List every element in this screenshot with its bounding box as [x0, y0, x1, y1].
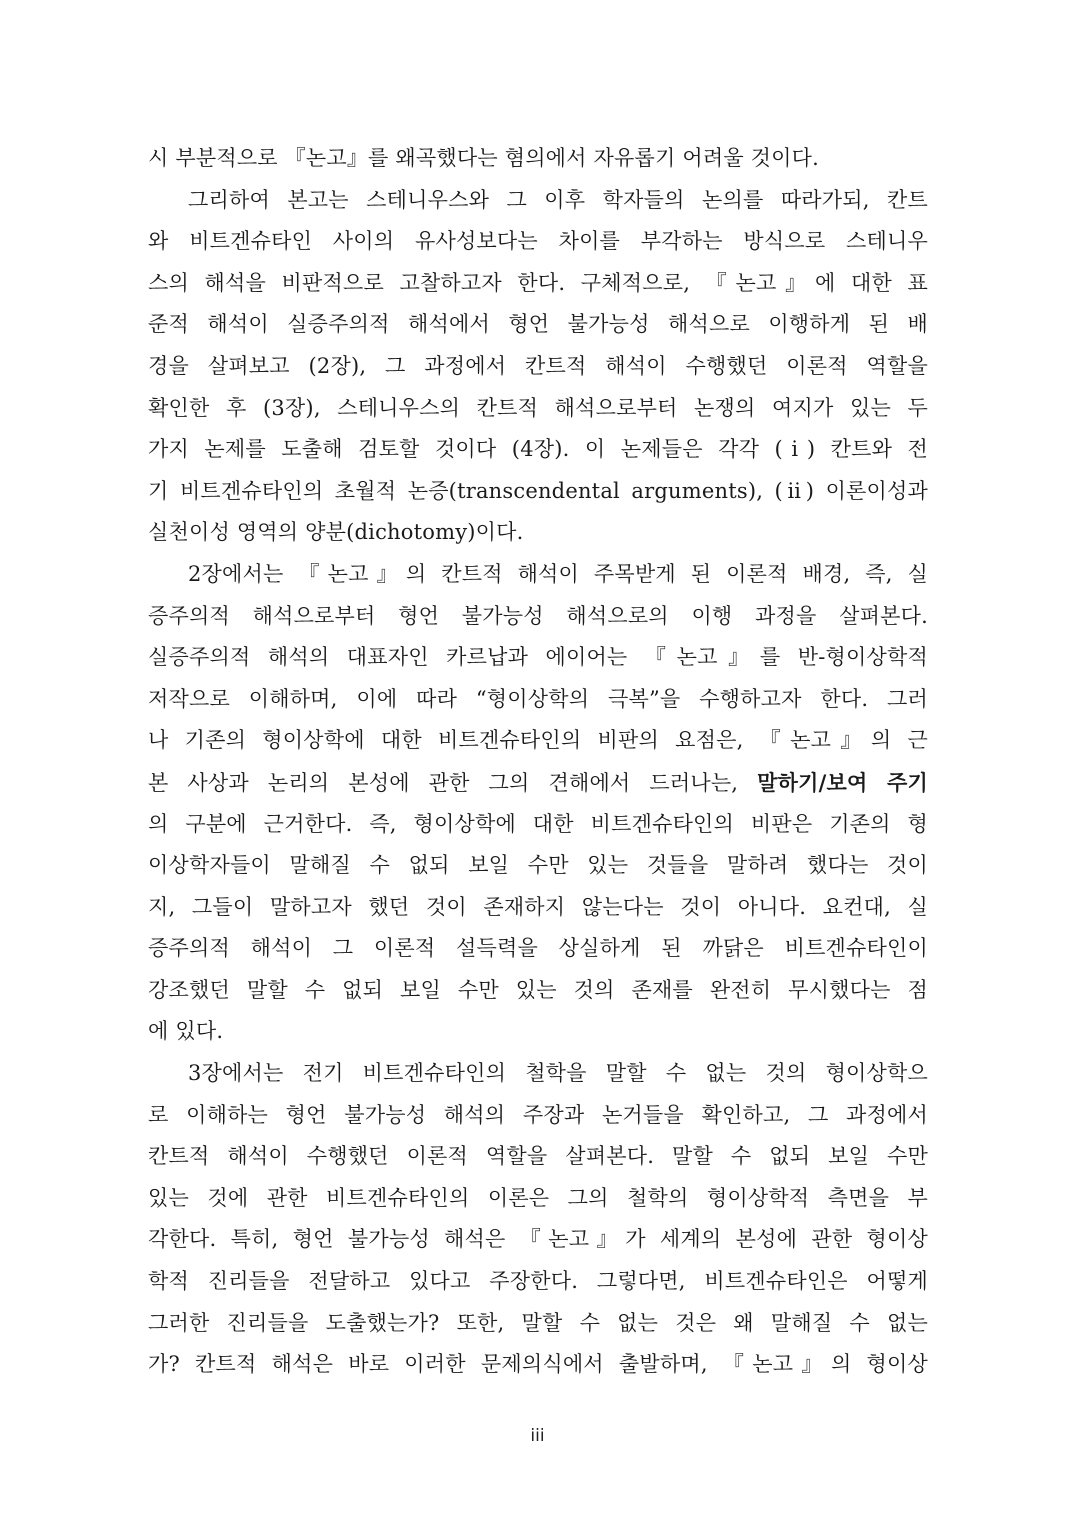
text-line: 확인한 후 (3장), 스테니우스의 칸트적 해석으로부터 논쟁의 여지가 있는 두 [148, 395, 928, 420]
text-line: 실천이성 영역의 양분(dichotomy)이다. [148, 520, 524, 545]
text-line: 와 비트겐슈타인 사이의 유사성보다는 차이를 부각하는 방식으로 스테니우 [148, 229, 928, 254]
text-segment: 본 사상과 논리의 본성에 관한 그의 견해에서 드러나는, [148, 770, 758, 795]
text-line: 경을 살펴보고 (2장), 그 과정에서 칸트적 해석이 수행했던 이론적 역할을 [148, 353, 928, 378]
text-line: 가지 논제를 도출해 검토할 것이다 (4장). 이 논제들은 각각 (ⅰ) 칸트와 전 [148, 437, 928, 462]
text-line: 3장에서는 전기 비트겐슈타인의 철학을 말할 수 없는 것의 형이상학으 [188, 1061, 928, 1086]
text-line: 그리하여 본고는 스테니우스와 그 이후 학자들의 논의를 따라가되, 칸트 [188, 187, 928, 212]
text-line: 스의 해석을 비판적으로 고찰하고자 한다. 구체적으로, 『논고』에 대한 표 [148, 270, 928, 295]
text-line: 나 기존의 형이상학에 대한 비트겐슈타인의 비판의 요점은, 『논고』의 근 [148, 728, 928, 753]
text-line: 있는 것에 관한 비트겐슈타인의 이론은 그의 철학의 형이상학적 측면을 부 [148, 1185, 928, 1210]
text-line: 기 비트겐슈타인의 초월적 논증(transcendental arguments), (ⅱ) 이론이성과 [148, 478, 928, 503]
text-line: 그러한 진리들을 도출했는가? 또한, 말할 수 없는 것은 왜 말해질 수 없는 [148, 1310, 928, 1335]
text-line: 학적 진리들을 전달하고 있다고 주장한다. 그렇다면, 비트겐슈타인은 어떻게 [148, 1269, 928, 1294]
text-line: 칸트적 해석이 수행했던 이론적 역할을 살펴본다. 말할 수 없되 보일 수만 [148, 1144, 928, 1169]
text-line: 시 부분적으로 『논고』를 왜곡했다는 혐의에서 자유롭기 어려울 것이다. [148, 146, 820, 170]
body-text [148, 138, 928, 1386]
text-line: 지, 그들이 말하고자 했던 것이 존재하지 않는다는 것이 아니다. 요컨대, 실 [148, 894, 928, 919]
text-line: 에 있다. [148, 1019, 224, 1044]
text-line: 이상학자들이 말해질 수 없되 보일 수만 있는 것들을 말하려 했다는 것이 [148, 853, 928, 878]
text-line: 증주의적 해석이 그 이론적 설득력을 상실하게 된 까닭은 비트겐슈타인이 [148, 936, 928, 961]
text-line: 증주의적 해석으로부터 형언 불가능성 해석으로의 이행 과정을 살펴본다. [148, 603, 928, 628]
page-number: iii [530, 1426, 545, 1446]
text-line: 가? 칸트적 해석은 바로 이러한 문제의식에서 출발하며, 『논고』의 형이상 [148, 1352, 928, 1377]
text-line: 저작으로 이해하며, 이에 따라 “형이상학의 극복”을 수행하고자 한다. 그러 [148, 686, 928, 711]
text-line: 강조했던 말할 수 없되 보일 수만 있는 것의 존재를 완전히 무시했다는 점 [148, 977, 928, 1002]
bold-term: 말하기/보여 주기 [757, 769, 928, 795]
text-line-with-bold [148, 762, 928, 804]
text-line: 각한다. 특히, 형언 불가능성 해석은 『논고』가 세계의 본성에 관한 형이상 [148, 1227, 928, 1252]
text-line: 2장에서는 『논고』의 칸트적 해석이 주목받게 된 이론적 배경, 즉, 실 [188, 561, 928, 586]
text-line: 로 이해하는 형언 불가능성 해석의 주장과 논거들을 확인하고, 그 과정에서 [148, 1102, 928, 1127]
text-line: 준적 해석이 실증주의적 해석에서 형언 불가능성 해석으로 이행하게 된 배 [148, 312, 928, 337]
text-line: 실증주의적 해석의 대표자인 카르납과 에이어는 『논고』를 반-형이상학적 [148, 645, 928, 670]
text-line: 의 구분에 근거한다. 즉, 형이상학에 대한 비트겐슈타인의 비판은 기존의 형 [148, 811, 928, 836]
